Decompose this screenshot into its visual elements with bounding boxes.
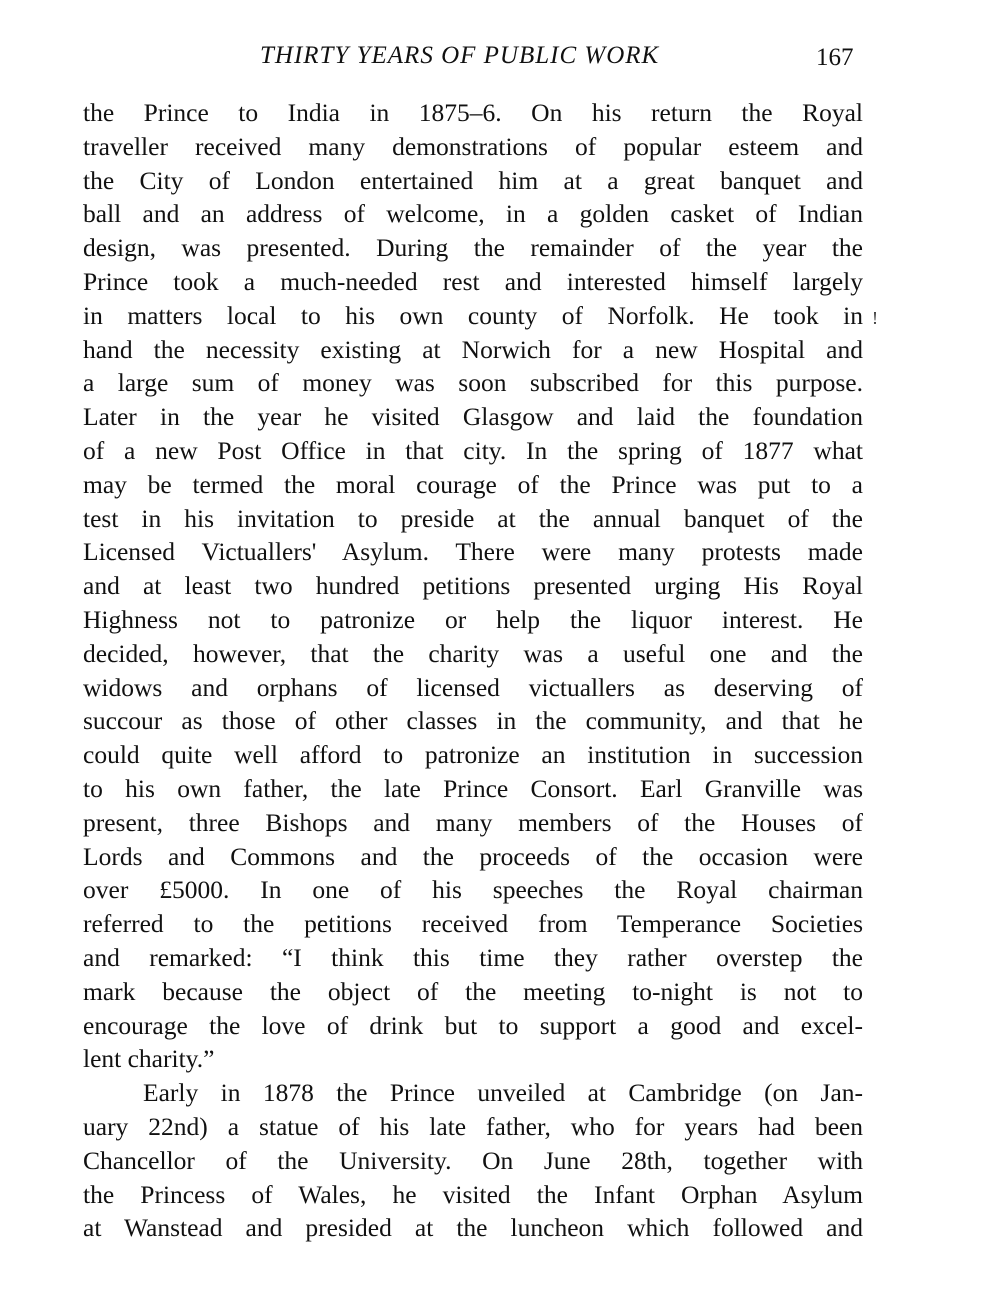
text-line: over £5000. In one of his speeches the Royal chairman: [83, 875, 863, 905]
text-line: to his own father, the late Prince Consort. Earl Granville was: [83, 773, 863, 803]
text-line: widows and orphans of licensed victuallers as deserving of: [83, 672, 863, 702]
running-head: [0, 42, 1000, 82]
text-line: succour as those of other classes in the community, and that he: [83, 706, 863, 736]
text-line: present, three Bishops and many members of the Houses of: [83, 807, 863, 837]
text-line: traveller received many demonstrations of popular esteem and: [83, 131, 863, 161]
text-line: decided, however, that the charity was a useful one and the: [83, 638, 863, 668]
text-line: and at least two hundred petitions presented urging His Royal: [83, 571, 863, 601]
paragraph-2: [83, 1076, 863, 1245]
page-number: 167: [816, 44, 854, 71]
text-line: at Wanstead and presided at the luncheon which followed and: [83, 1213, 863, 1243]
text-line: and remarked: “I think this time they rather overstep the: [83, 942, 863, 972]
text-line: mark because the object of the meeting to-night is not to: [83, 976, 863, 1006]
text-line: Later in the year he visited Glasgow and laid the foundation: [83, 402, 863, 432]
text-line: uary 22nd) a statue of his late father, who for years had been: [83, 1111, 863, 1141]
running-title: THIRTY YEARS OF PUBLIC WORK: [260, 42, 660, 69]
text-line: the Princess of Wales, he visited the Infant Orphan Asylum: [83, 1179, 863, 1209]
text-line: test in his invitation to preside at the annual banquet of the: [83, 503, 863, 533]
text-line: the Prince to India in 1875–6. On his return the Royal: [83, 98, 863, 127]
text-line: a large sum of money was soon subscribed for this purpose.: [83, 368, 863, 398]
text-line: lent charity.”: [83, 1044, 215, 1074]
text-line: encourage the love of drink but to support a good and excel-: [83, 1010, 863, 1040]
text-line: design, was presented. During the remainder of the year the: [83, 233, 863, 263]
text-line: Chancellor of the University. On June 28th, together with: [83, 1145, 863, 1175]
body-text: [83, 96, 863, 1245]
text-line: may be termed the moral courage of the Prince was put to a: [83, 469, 863, 499]
text-line: referred to the petitions received from Temperance Societies: [83, 909, 863, 939]
paragraph-1: [83, 96, 863, 1076]
text-line: Early in 1878 the Prince unveiled at Cambridge (on Jan-: [143, 1078, 863, 1108]
text-line: Highness not to patronize or help the liquor interest. He: [83, 604, 863, 634]
text-line: in matters local to his own county of Norfolk. He took in: [83, 300, 863, 330]
text-line: hand the necessity existing at Norwich for a new Hospital and: [83, 334, 863, 364]
text-line: could quite well afford to patronize an institution in succession: [83, 740, 863, 770]
text-line: of a new Post Office in that city. In the spring of 1877 what: [83, 435, 863, 465]
text-line: Prince took a much-needed rest and interested himself largely: [83, 266, 863, 296]
text-line: the City of London entertained him at a great banquet and: [83, 165, 863, 195]
text-line: Lords and Commons and the proceeds of the occasion were: [83, 841, 863, 871]
margin-mark: !: [872, 308, 878, 328]
text-line: ball and an address of welcome, in a golden casket of Indian: [83, 199, 863, 229]
text-line: Licensed Victuallers' Asylum. There were many protests made: [83, 537, 863, 567]
